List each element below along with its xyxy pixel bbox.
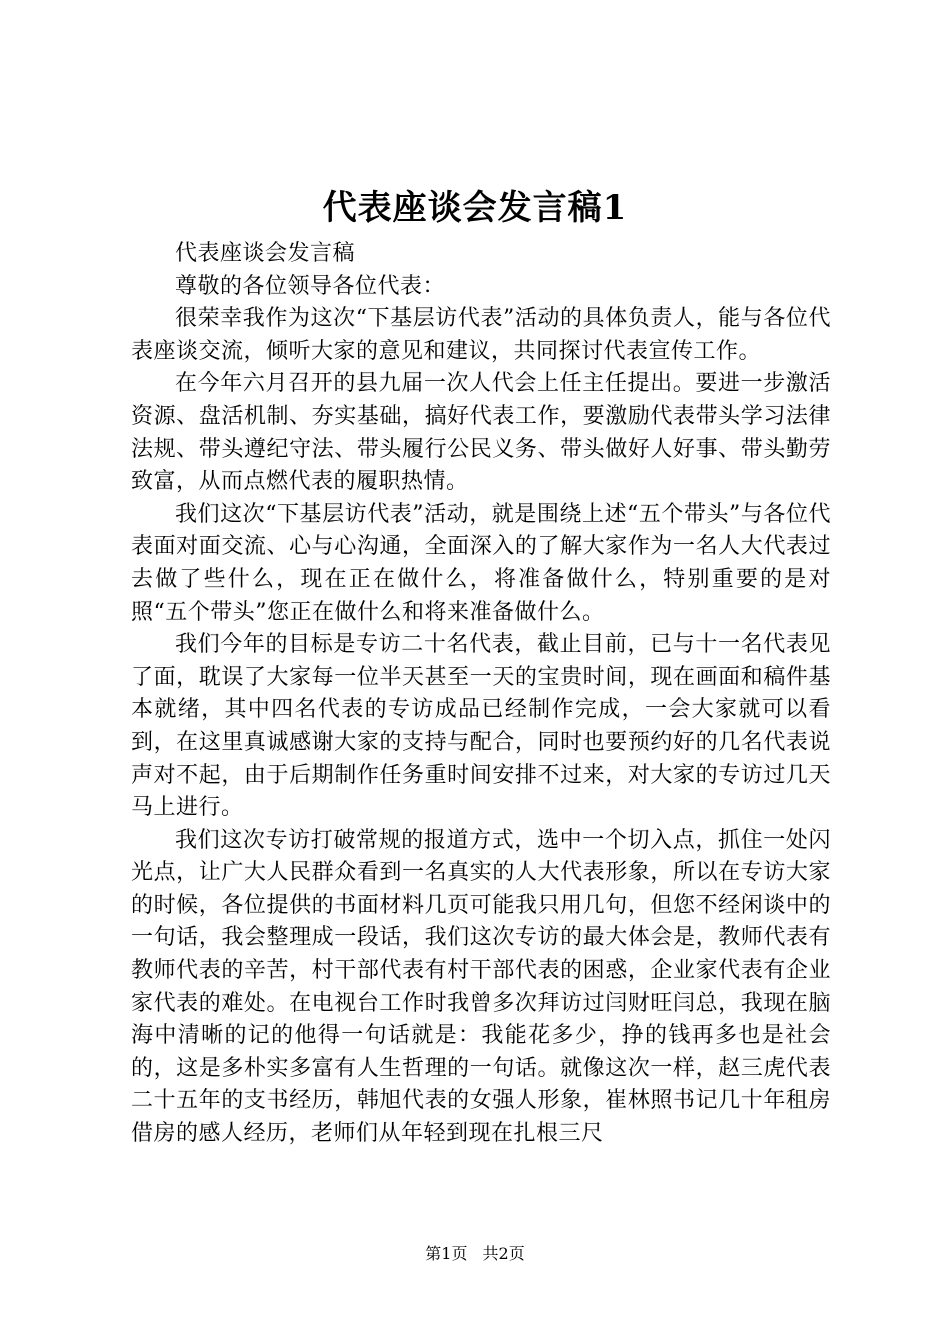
paragraph: 我们这次“下基层访代表”活动，就是围绕上述“五个带头”与各位代表面对面交流、心与心沟通，全面深入的了解大家作为一名人大代表过去做了些什么，现在正在做什么，将准备做什么，特别重要的是对照“五个带头”您正在做什么和将来准备做什么。 (131, 501, 831, 625)
page-number: 第1页 (425, 1244, 468, 1263)
paragraph-subtitle: 代表座谈会发言稿 (175, 241, 356, 266)
paragraph: 在今年六月召开的县九届一次人代会上任主任提出。要进一步激活资源、盘活机制、夯实基础，搞好代表工作，要激励代表带头学习法律法规、带头遵纪守法、带头履行公民义务、带头做好人好事、带头勤劳致富，从而点燃代表的履职热情。 (131, 371, 831, 495)
document-body (131, 238, 831, 1151)
paragraph: 我们这次专访打破常规的报道方式，选中一个切入点，抓住一处闪光点，让广大人民群众看到一名真实的人大代表形象，所以在专访大家的时候，各位提供的书面材料几页可能我只用几句，但您不经闲谈中的一句话，我会整理成一段话，我们这次专访的最大体会是，教师代表有教师代表的辛苦，村干部代表有村干部代表的困惑，企业家代表有企业家代表的难处。在电视台工作时我曾多次拜访过闫财旺闫总，我现在脑海中清晰的记的他得一句话就是：我能花多少，挣的钱再多也是社会的，这是多朴实多富有人生哲理的一句话。就像这次一样，赵三虎代表二十五年的支书经历，韩旭代表的女强人形象，崔林照书记几十年租房借房的感人经历，老师们从年轻到现在扎根三尺 (131, 827, 831, 1147)
paragraph: 我们今年的目标是专访二十名代表，截止目前，已与十一名代表见了面，耽误了大家每一位半天甚至一天的宝贵时间，现在画面和稿件基本就绪，其中四名代表的专访成品已经制作完成，一会大家就可以看到，在这里真诚感谢大家的支持与配合，同时也要预约好的几名代表说声对不起，由于后期制作任务重时间安排不过来，对大家的专访过几天马上进行。 (131, 632, 831, 821)
document-title: 代表座谈会发言稿1 (322, 188, 628, 228)
paragraph: 很荣幸我作为这次“下基层访代表”活动的具体负责人，能与各位代表座谈交流，倾听大家的意见和建议，共同探讨代表宣传工作。 (131, 306, 831, 364)
page-total: 共2页 (482, 1244, 525, 1263)
paragraph-salutation: 尊敬的各位领导各位代表： (175, 273, 446, 299)
page-footer (0, 1243, 950, 1265)
